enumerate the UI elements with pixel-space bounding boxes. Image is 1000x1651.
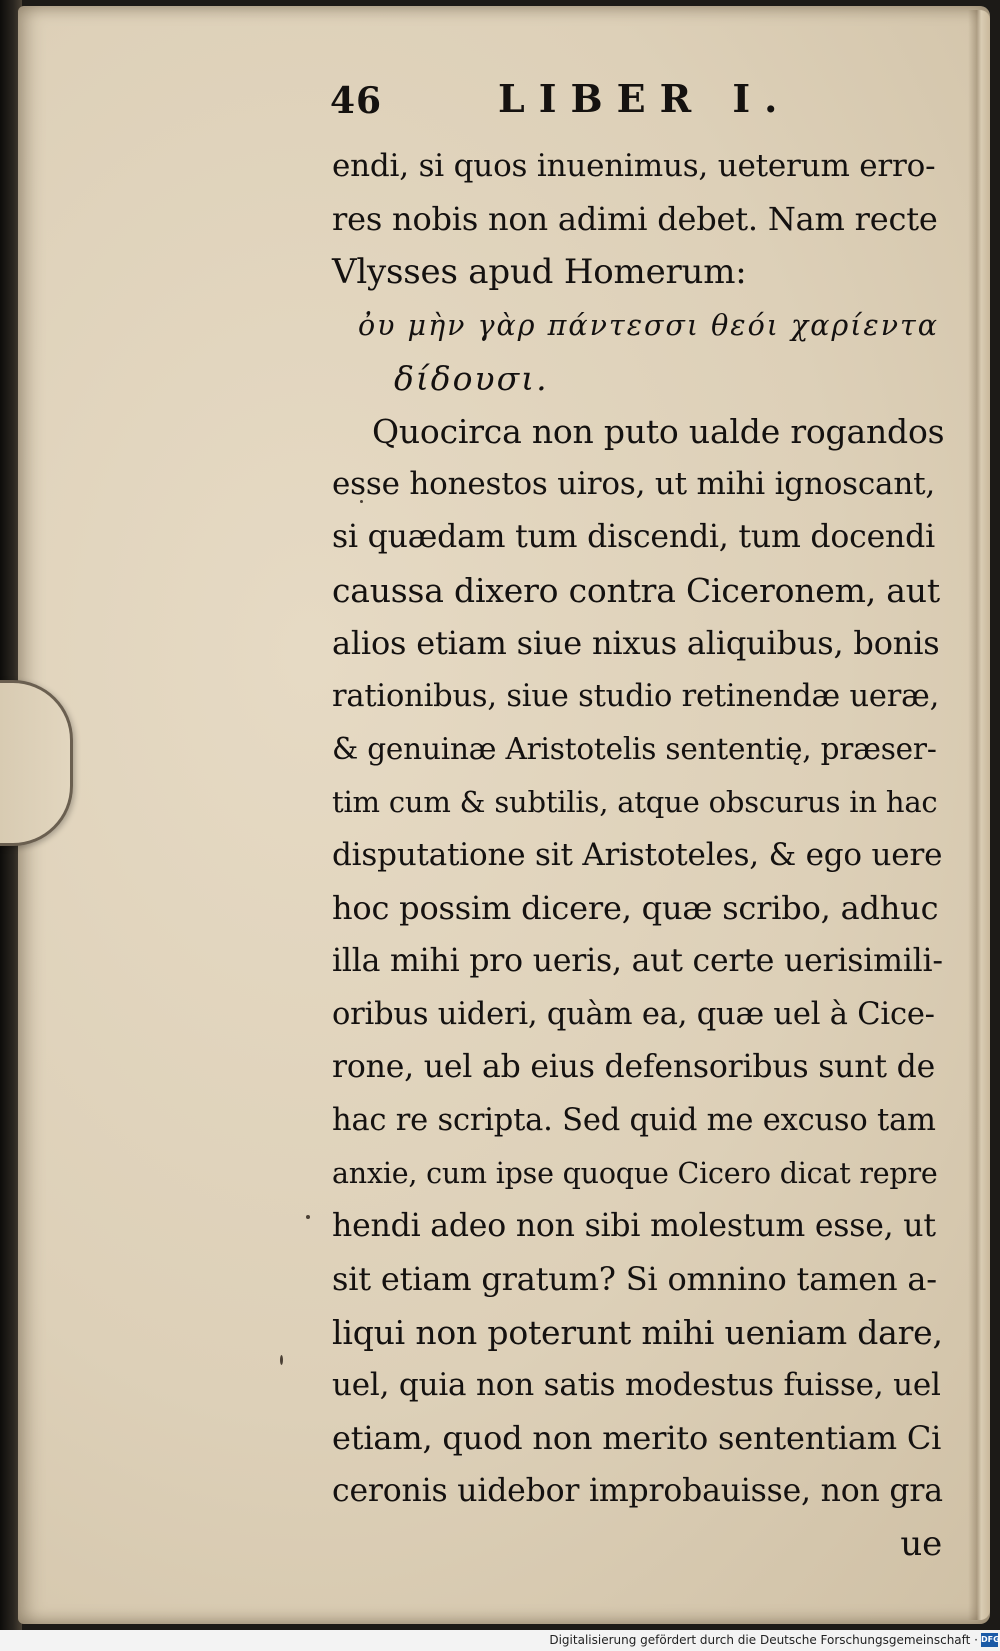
text-line: uel, quia non satis modestus fuisse, uel [332, 1367, 941, 1403]
text-line: oribus uideri, quàm ea, quæ uel à Cice- [332, 997, 935, 1032]
funding-credit: Digitalisierung gefördert durch die Deutsche Forschungsgemeinschaft · [549, 1633, 978, 1647]
text-line: endi, si quos inuenimus, ueterum erro- [332, 148, 936, 184]
text-line: disputatione sit Aristoteles, & ego uere [332, 837, 943, 873]
text-line: rationibus, siue studio retinendæ ueræ, [332, 679, 940, 714]
text-line: δίδουσι. [394, 359, 549, 398]
text-line: caussa dixero contra Ciceronem, aut [332, 571, 940, 610]
paper-speck [280, 1355, 283, 1365]
text-line: illa mihi pro ueris, aut certe uerisimili- [332, 943, 943, 979]
text-line: ue [900, 1524, 942, 1564]
text-line: anxie, cum ipse quoque Cicero dicat repre [332, 1157, 938, 1190]
text-line: & genuinæ Aristotelis sententię, præser- [332, 732, 937, 766]
text-line: hoc possim dicere, quæ scribo, adhuc [332, 889, 939, 927]
text-line: Vlysses apud Homerum: [332, 252, 747, 292]
text-line: etiam, quod non merito sententiam Ci [332, 1419, 942, 1457]
page-edge [968, 10, 990, 1620]
text-line: esse honestos uiros, ut mihi ignoscant, [332, 466, 936, 502]
running-head: LIBER I. [498, 76, 792, 121]
text-line: tim cum & subtilis, atque obscurus in hac [332, 785, 938, 819]
text-line: liqui non poterunt mihi ueniam dare, [332, 1313, 943, 1352]
text-line: si quædam tum discendi, tum docendi [332, 519, 935, 555]
text-line: ὀυ μὴν γὰρ πάντεσσι θεόι χαρίεντα [358, 309, 940, 342]
dfg-logo: DFG [981, 1633, 998, 1647]
text-line: hac re scripta. Sed quid me excuso tam [332, 1103, 936, 1138]
text-line: alios etiam siue nixus aliquibus, bonis [332, 624, 940, 662]
text-line: rone, uel ab eius defensoribus sunt de [332, 1049, 936, 1085]
text-line: hendi adeo non sibi molestum esse, ut [332, 1208, 936, 1244]
paper-speck [306, 1215, 310, 1219]
page-number: 46 [330, 80, 383, 122]
page-header [330, 72, 890, 132]
text-line: ceronis uidebor improbauisse, non gra [332, 1473, 943, 1509]
text-line: Quocirca non puto ualde rogandos [372, 412, 945, 451]
digitization-footer [0, 1630, 1000, 1651]
text-line: sit etiam gratum? Si omnino tamen a- [332, 1260, 937, 1298]
body-text [332, 140, 945, 1571]
text-line: res nobis non adimi debet. Nam recte [332, 200, 938, 238]
